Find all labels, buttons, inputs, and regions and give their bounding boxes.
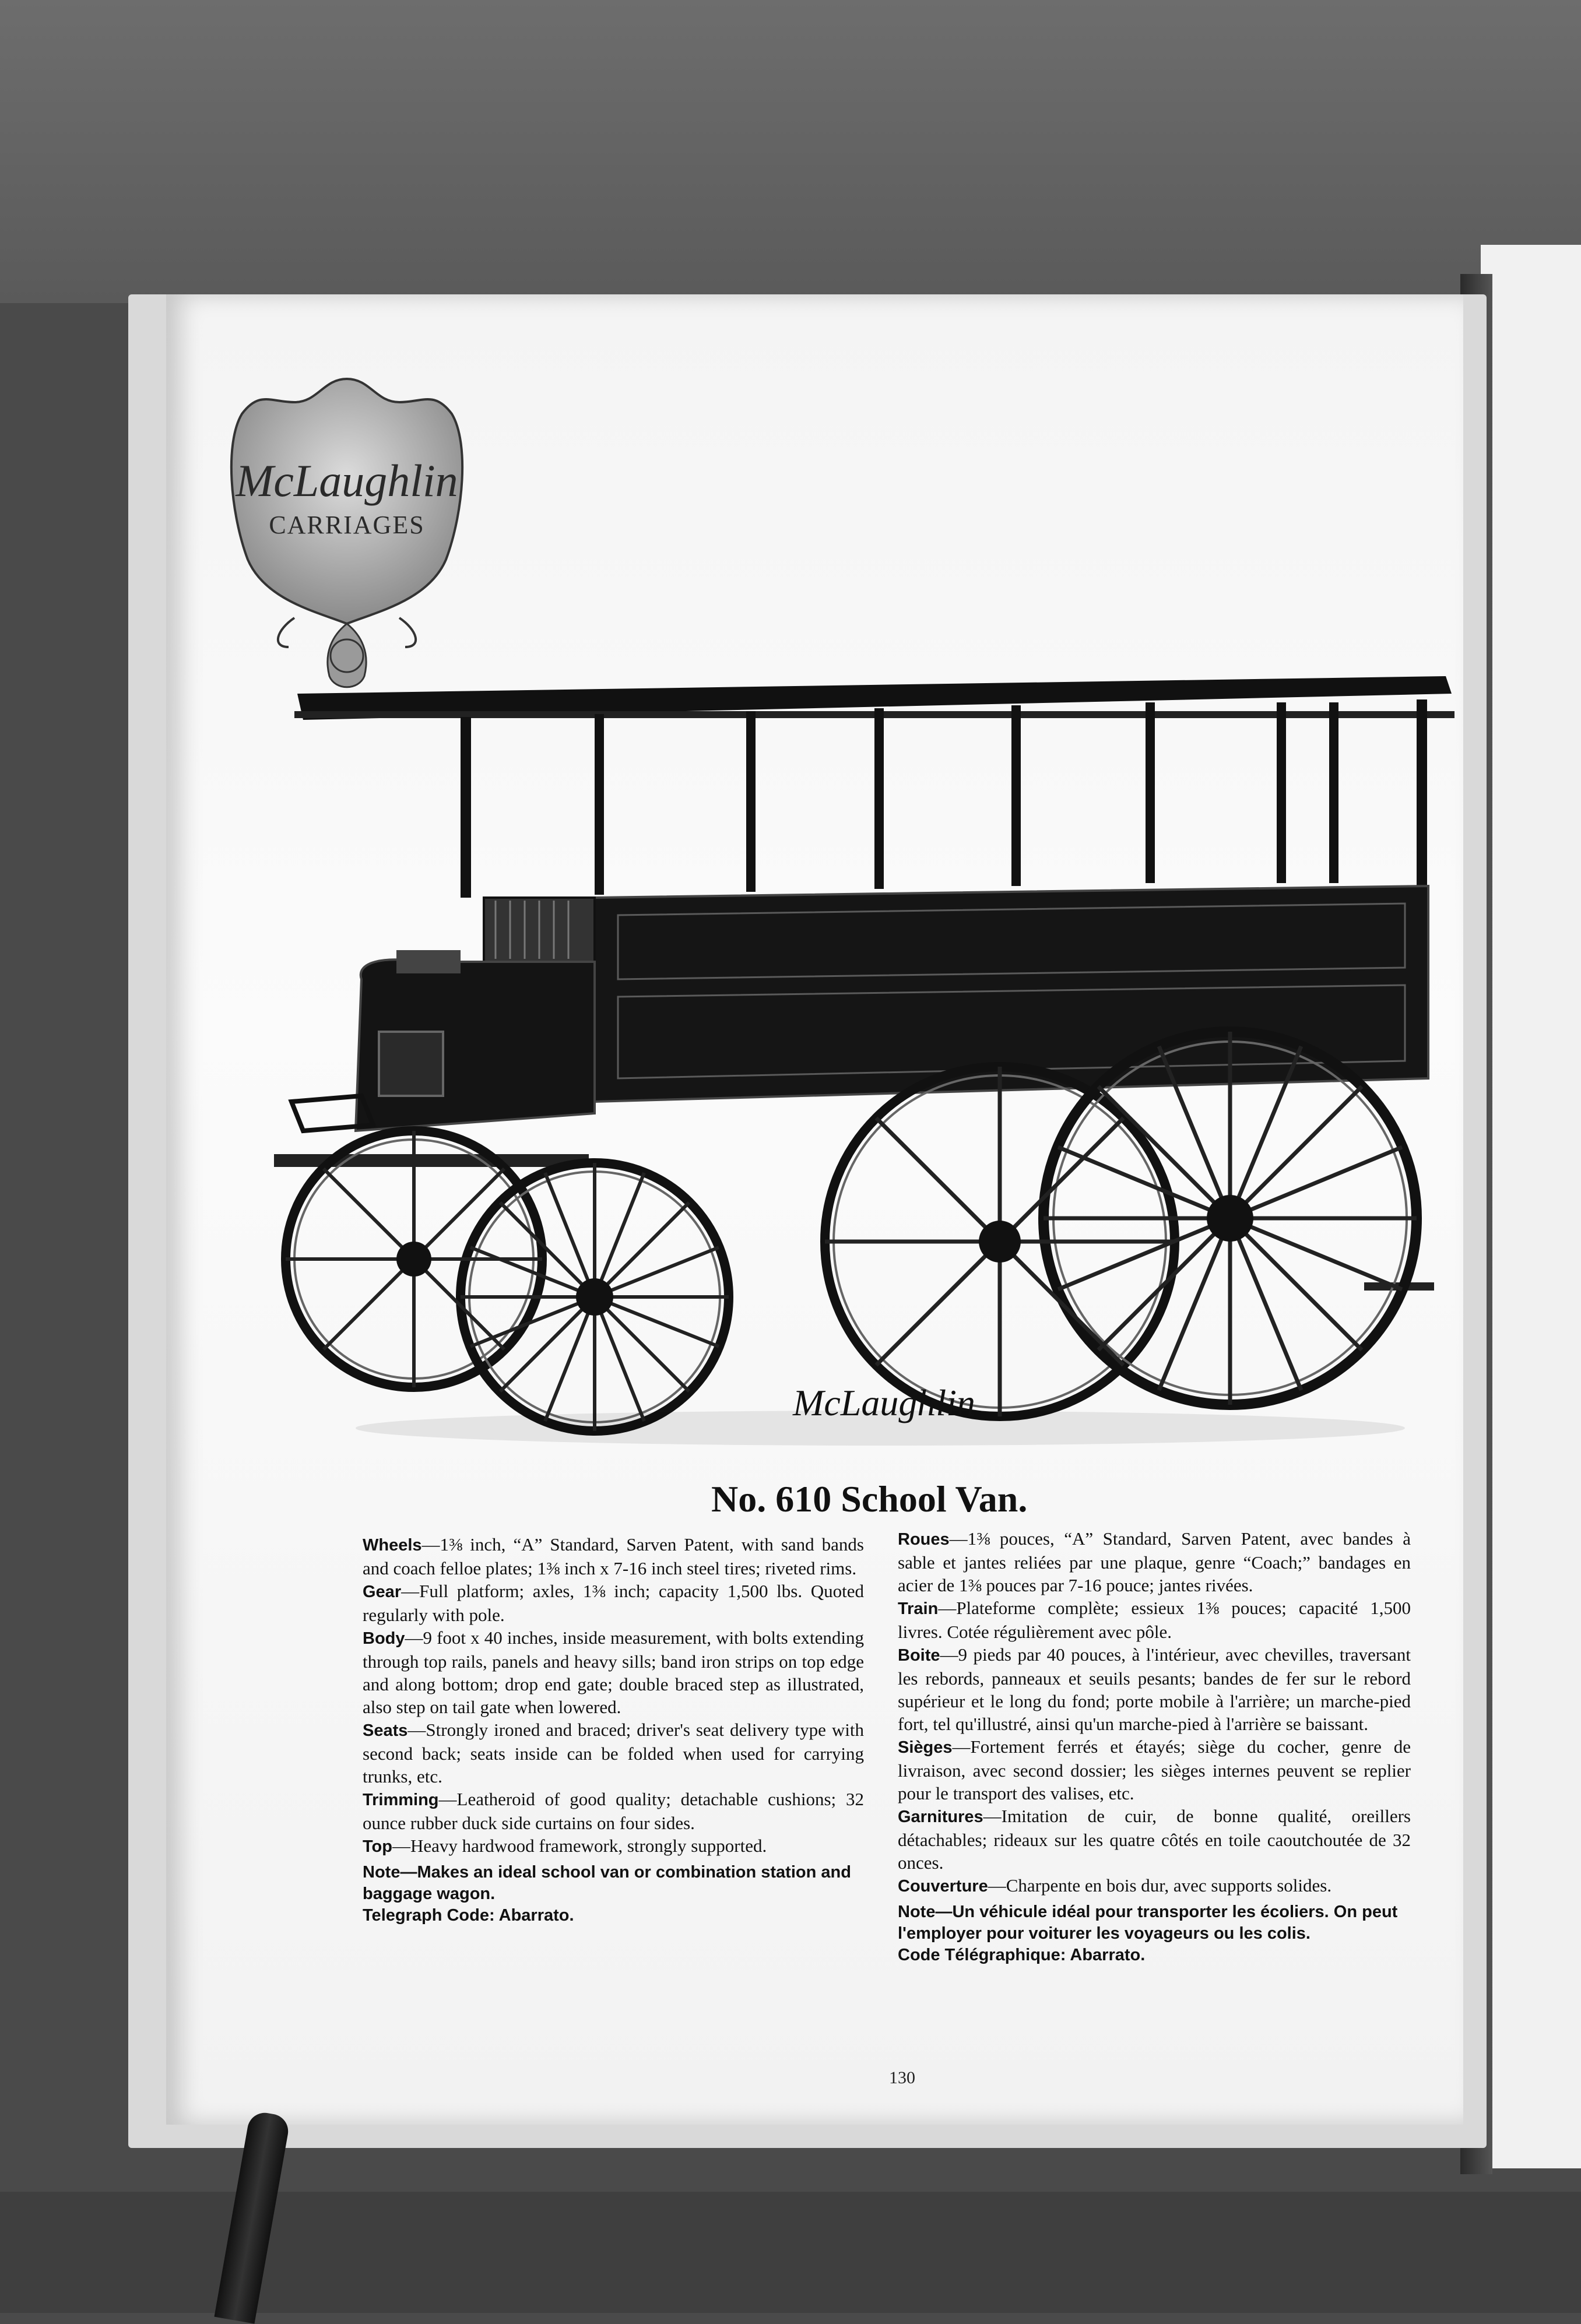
spec-key: Trimming xyxy=(363,1791,439,1809)
spec-text: —Fortement ferrés et étayés; siège du cocher, genre de livraison, avec second dossier; les sièges internes peuvent se replier pour le transport des valises, etc. xyxy=(898,1736,1411,1803)
spec-text: —1⅜ pouces, “A” Standard, Sarven Patent, avec bandes à sable et jantes reliées par une plaque, genre “Coach;” bandages en acier de 1⅜ pouces par 7-16 pouce; jantes rivées. xyxy=(898,1528,1411,1595)
page-title: No. 610 School Van. xyxy=(711,1478,1028,1520)
spec-key: Wheels xyxy=(363,1536,422,1555)
spec-key: Roues xyxy=(898,1530,950,1549)
page-number: 130 xyxy=(889,2068,915,2087)
spec-text: —Heavy hardwood framework, strongly supported. xyxy=(392,1836,767,1856)
french-telegraph-code: Code Télégraphique: Abarrato. xyxy=(898,1946,1146,1964)
spec-key: Seats xyxy=(363,1721,408,1740)
spec-text: —Full platform; axles, 1⅜ inch; capacity 1,500 lbs. Quoted regularly with pole. xyxy=(363,1581,864,1625)
background-top xyxy=(0,0,1581,303)
spec-boite xyxy=(898,1643,1411,1735)
spec-key: Boite xyxy=(898,1646,940,1665)
spec-key: Garnitures xyxy=(898,1808,983,1826)
spec-key: Body xyxy=(363,1629,405,1648)
spec-text: —1⅜ inch, “A” Standard, Sarven Patent, with sand bands and coach felloe plates; 1⅜ inch x 7-16 inch steel tires; riveted rims. xyxy=(363,1534,864,1578)
spec-key: Couverture xyxy=(898,1877,988,1896)
spec-text: —9 foot x 40 inches, inside measurement, with bolts extending through top rails, panels and heavy sills; band iron strips on top edge and along bottom; drop end gate; double braced step as illustrated, also step on tail gate when lowered. xyxy=(363,1627,864,1717)
spec-body xyxy=(363,1626,864,1718)
spec-sieges xyxy=(898,1735,1411,1805)
spec-text: —Leatheroid of good quality; detachable cushions; 32 ounce rubber duck side curtains on four sides. xyxy=(363,1789,864,1833)
french-note: Note—Un véhicule idéal pour transporter les écoliers. On peut l'employer pour voiturer les voyageurs ou les colis. xyxy=(898,1903,1398,1943)
spec-seats xyxy=(363,1718,864,1788)
english-specifications xyxy=(363,1533,864,1926)
spec-text: —Charpente en bois dur, avec supports solides. xyxy=(988,1875,1332,1896)
spec-garnitures xyxy=(898,1805,1411,1874)
spec-couverture xyxy=(898,1874,1411,1898)
spec-key: Sièges xyxy=(898,1738,953,1757)
spec-wheels xyxy=(363,1533,864,1580)
french-specifications xyxy=(898,1527,1411,1966)
spec-key: Train xyxy=(898,1599,939,1618)
spec-text: —Plateforme complète; essieux 1⅜ pouces; capacité 1,500 livres. Cotée régulièrement avec pôle. xyxy=(898,1598,1411,1642)
logo-script-text: McLaughlin xyxy=(236,455,458,506)
logo-carriages-text: CARRIAGES xyxy=(269,511,425,539)
english-note: Note—Makes an ideal school van or combination station and baggage wagon. xyxy=(363,1863,851,1903)
school-van-icon xyxy=(268,670,1457,1457)
english-telegraph-code: Telegraph Code: Abarrato. xyxy=(363,1906,574,1925)
school-van-illustration xyxy=(268,670,1457,1457)
spec-train xyxy=(898,1597,1411,1643)
spec-trimming xyxy=(363,1788,864,1834)
facing-page xyxy=(1481,245,1581,2168)
mclaughlin-logo xyxy=(224,367,469,694)
spec-key: Top xyxy=(363,1837,392,1856)
spec-key: Gear xyxy=(363,1583,402,1601)
mclaughlin-signature: McLaughlin xyxy=(793,1382,975,1423)
spec-text: —Imitation de cuir, de bonne qualité, oreillers détachables; rideaux sur les quatre côtés en toile caoutchoutée de 32 onces. xyxy=(898,1806,1411,1873)
spec-text: —9 pieds par 40 pouces, à l'intérieur, avec chevilles, traversant les rebords, panneaux et seuils pesants; bandes de fer sur le rebord supérieur et le long du fond; porte mobile à l'arrière; un marche-pied fort, tel qu'illustré, ainsi qu'un marche-pied à l'arrière se baissant. xyxy=(898,1644,1411,1734)
spec-text: —Strongly ironed and braced; driver's seat delivery type with second back; seats inside can be folded when used for carrying trunks, etc. xyxy=(363,1720,864,1787)
spec-roues xyxy=(898,1527,1411,1597)
spec-gear xyxy=(363,1580,864,1626)
spec-top xyxy=(363,1834,864,1858)
